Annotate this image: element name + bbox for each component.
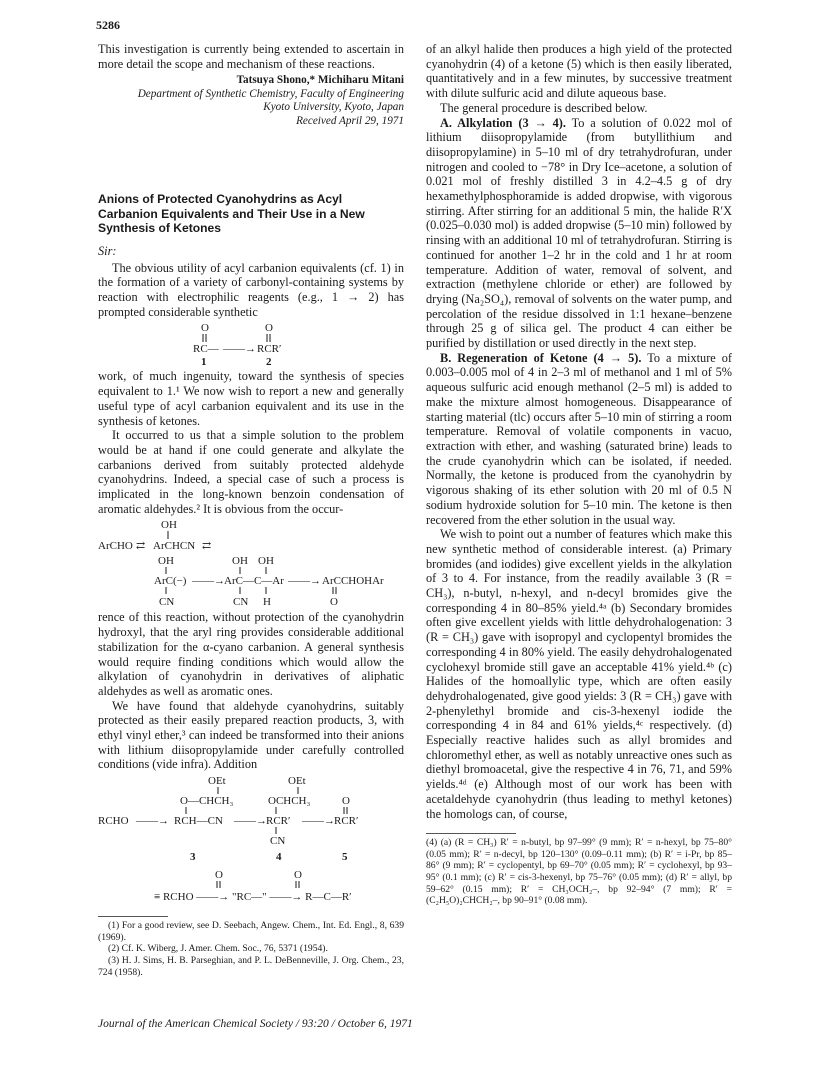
reference-2: (2) Cf. K. Wiberg, J. Amer. Chem. Soc., 76, 5371 (1954).	[108, 943, 328, 955]
university: Kyoto University, Kyoto, Japan	[263, 101, 404, 114]
scheme3-ochch3-1: O—CHCH₃	[180, 795, 234, 808]
page-number: 5286	[96, 18, 120, 32]
scheme1-o2: O	[265, 322, 273, 335]
signature-block	[98, 74, 404, 128]
right-column	[426, 42, 732, 907]
received-date: Received April 29, 1971	[296, 114, 404, 127]
scheme3-arrow-3: ——→	[302, 815, 335, 828]
scheme2-h: H	[263, 596, 271, 609]
scheme3-oet-1: OEt	[208, 775, 226, 788]
procedure-b-heading: B. Regeneration of Ketone (4 → 5).	[440, 350, 642, 365]
scheme3-rcr-product: RCR′	[334, 815, 359, 828]
scheme2-arrow-1: ——→	[192, 575, 225, 588]
salutation: Sir:	[98, 243, 117, 258]
scheme2-o: O	[330, 596, 338, 609]
scheme2-oh-3: OH	[232, 555, 248, 568]
footnote-4	[426, 833, 732, 907]
scheme1-rcr: RCR′	[257, 343, 282, 356]
scheme1-rc: RC—	[193, 343, 219, 356]
scheme1-label-1: 1	[201, 356, 207, 368]
scheme2-equilibrium-2: ⇄	[202, 540, 212, 553]
scheme3-o: O	[342, 795, 350, 808]
paragraph-2: work, of much ingenuity, toward the synthesis of species equivalent to 1.¹ We now wish to report a new and generally useful type of acyl carbanion equivalent and its use in the synthesis of ketones.	[98, 369, 404, 428]
paragraph-5: We have found that aldehyde cyanohydrins, suitably protected as their easily prepared reaction products, 3, with ethyl vinyl ether,³ can indeed be transformed into their anions with lithium diisopropylamide under carefully controlled conditions (vide infra). Addition	[98, 698, 404, 772]
scheme2-archcn: ArCHCN	[153, 540, 196, 553]
scheme3-o-3: O	[294, 869, 302, 882]
scheme2-anion: ArC(−)	[154, 575, 187, 588]
paragraph-1: The obvious utility of acyl carbanion equivalents (cf. 1) in the formation of a variety of carbonyl-containing systems by reaction with electrophilic reagents (e.g., 1 → 2) has prompted considerable synthetic	[98, 260, 404, 319]
scheme2-arrow-2: ——→	[288, 575, 321, 588]
scheme3-o-2: O	[215, 869, 223, 882]
journal-footer: Journal of the American Chemical Society / 93:20 / October 6, 1971	[98, 1018, 413, 1030]
scheme3-rcho: RCHO	[98, 815, 129, 828]
scheme3-arrow-1: ——→	[136, 815, 169, 828]
scheme3-rch-cn: RCH—CN	[174, 815, 223, 828]
scheme2-oh-4: OH	[258, 555, 274, 568]
scheme-1	[161, 321, 341, 367]
scheme2-cn-2: CN	[233, 596, 249, 609]
scheme3-oet-2: OEt	[288, 775, 306, 788]
scheme-3	[98, 774, 404, 908]
scheme2-oh-2: OH	[158, 555, 174, 568]
scheme2-oh-top: OH	[161, 519, 177, 532]
scheme2-benzoin-product: ArCCHOHAr	[322, 575, 384, 588]
right-paragraph-1: of an alkyl halide then produces a high yield of the protected cyanohydrin (4) of a ketone (5) which is then easily liberated, quantitatively and in a few minutes, by successive treatment with dilute sulfuric acid and dilute aqueous base.	[426, 42, 732, 101]
left-column	[98, 42, 404, 978]
footnote-4-text: (4) (a) (R = CH₃) R′ = n-butyl, bp 97–99° (9 mm); R′ = n-hexyl, bp 75–80° (0.05 mm); R′ = n-decyl, bp 120–130° (0.09–0.11 mm); (b) R′ = i-Pr, bp 85–86° (9 mm); R′ = cyclopentyl, bp 69–70° (0.05 mm); R′ = cyclohexyl, bp 93–95° (0.1 mm); (c) R′ = cis-3-hexenyl, bp 75–76° (0.05 mm); (d) R′ = allyl, bp 59–62° (0.15 mm); R′ = CH₃OCH₂–, bp 92–94° (7 mm); R′ = (C₂H₅O)₂CHCH₂–, bp 90–91° (0.08 mm).	[426, 837, 732, 907]
scheme1-label-2: 2	[266, 356, 272, 368]
scheme3-label-4: 4	[276, 851, 282, 864]
scheme2-equilibrium-1: ⇄	[136, 540, 146, 553]
reference-1: (1) For a good review, see D. Seebach, Angew. Chem., Int. Ed. Engl., 8, 639 (1969).	[98, 920, 404, 943]
author-names: Tatsuya Shono,* Michiharu Mitani	[236, 74, 404, 87]
procedure-b-body: To a mixture of 0.003–0.005 mol of 4 in 2–3 ml of methanol and 1 ml of 5% aqueous sulfuric acid enough methanol (2–5 ml) is added to make the mixture almost homogeneous. Disappearance of starting material (tlc) occurs after 5–10 min of stirring a room temperature. Removal of volatile components in vacuo, extraction with ether, and washing (saturated brine) leads to the crude cyanohydrin which can be isolated, if needed. Normally, the ketone is produced from the cyanohydrin by vigorous shaking of its ether solution with 20 ml of 0.5 N sodium hydroxide solution for 5–10 min. The ketone is then recovered from the ether solution in the usual way.	[426, 350, 733, 527]
scheme3-ochch3-2: OCHCH₃	[268, 795, 311, 808]
procedure-a	[426, 116, 732, 351]
right-paragraph-3: We wish to point out a number of features which make this new synthetic method of considerable interest. (a) Primary bromides (and iodides) give excellent yields in the alkylation of 3 to 4. For instance, from the readily available 3 (R = CH₃), n-butyl, n-hexyl, and n-decyl bromides give the corresponding 4 in 80–85% yield.⁴ᵃ (b) Secondary bromides often give excellent yields with little dehydrohalogenation: 3 (R = CH₃) gave with isopropyl and cyclopentyl bromides the corresponding 4 in 80% yield. The easily dehydrohalogenated cyclohexyl bromide still gave an acceptable 41% yield.⁴ᵇ (c) Halides of the homoallylic type, which are often easily dehydrohalogenated, give good yields: 3 (R = CH₃) gave with 2-phenylethyl bromide and cis-3-hexenyl iodide the corresponding 4 in 84 and 61% yields,⁴ᶜ respectively. (d) Especially reactive halides such as allyl bromides and chloromethyl ether, as well as notably unreactive ones such as diethyl bromoacetal, give the respective 4 in 76, 71, and 59% yields.⁴ᵈ (e) Although most of our work has been with acetaldehyde cyanohydrin (thus leading to methyl ketones) the homologs can, of course,	[426, 527, 732, 821]
references-rule	[98, 916, 168, 917]
scheme2-adduct: ArC—C—Ar	[224, 575, 284, 588]
procedure-a-body: To a solution of 0.022 mol of lithium diisopropylamide (from butyllithium and diisopropylamine) in 5–10 ml of dry tetrahydrofuran, under nitrogen and cooled to −78° in Dry Ice–acetone, a solution of 0.021 mol of freshly distilled 3 in 4.2–4.5 g of dry hexamethylphosphoramide is added dropwise, with vigorous stirring. After stirring for an additional 5 min, the halide R′X (0.025–0.030 mol) is added dropwise (5–10 min) followed by rinsing with an additional 10 ml of tetrahydrofuran. Stirring is continued for another 1–2 hr in the cold and 1 hr at room temperature. Addition of water, removal of solvent, and extraction (methylene chloride or ether) are followed by drying (Na₂SO₄), removal of solvents on the water pump, and percolation of the residue dissolved in 1:1 hexane–benzene through 25 g of silica gel. The product 4 can either be purified by distillation or used directly in the next step.	[426, 115, 732, 351]
article-title: Anions of Protected Cyanohydrins as Acyl Carbanion Equivalents and Their Use in a New Synthesis of Ketones	[98, 192, 365, 236]
procedure-a-heading: A. Alkylation (3 → 4).	[440, 115, 566, 130]
scheme3-label-3: 3	[190, 851, 196, 864]
scheme-benzoin	[98, 518, 404, 608]
right-paragraph-2: The general procedure is described below.	[440, 100, 648, 115]
footnote-rule	[426, 833, 516, 834]
paragraph-3: It occurred to us that a simple solution to the problem would be at hand if one could generate and alkylate the carbanions derived from suitably protected aldehyde cyanohydrins. Indeed, a special case of such a process is implicated in the long-known benzoin condensation of aromatic aldehydes.² It is obvious from the occur-	[98, 428, 404, 516]
procedure-b	[426, 351, 732, 527]
intro-paragraph: This investigation is currently being extended to ascertain in more detail the scope and mechanism of these reactions.	[98, 42, 404, 71]
scheme3-equivalence: ≡ RCHO ——→ "RC—" ——→ R—C—R′	[154, 891, 352, 904]
paragraph-4: rence of this reaction, without protection of the cyanohydrin hydroxyl, that the aryl ring provides considerable additional stabilization for the α-cyano carbanion. A general synthesis would require finding conditions which would allow the alkylation of cyanohydrin in derivatives of aliphatic aldehydes as well as aromatic ones.	[98, 610, 404, 698]
references	[98, 916, 404, 978]
reference-3: (3) H. J. Sims, H. B. Parseghian, and P. L. DeBenneville, J. Org. Chem., 23, 724 (1958).	[98, 954, 404, 978]
scheme1-arrow: ——→	[223, 343, 256, 356]
scheme3-cn: CN	[270, 835, 286, 848]
scheme3-rcr: RCR′	[266, 815, 291, 828]
scheme2-archo: ArCHO	[98, 540, 133, 553]
scheme2-cn-1: CN	[159, 596, 175, 609]
scheme1-o1: O	[201, 322, 209, 335]
scheme3-arrow-2: ——→	[234, 815, 267, 828]
department: Department of Synthetic Chemistry, Faculty of Engineering	[137, 87, 404, 100]
scheme3-label-5: 5	[342, 851, 348, 864]
